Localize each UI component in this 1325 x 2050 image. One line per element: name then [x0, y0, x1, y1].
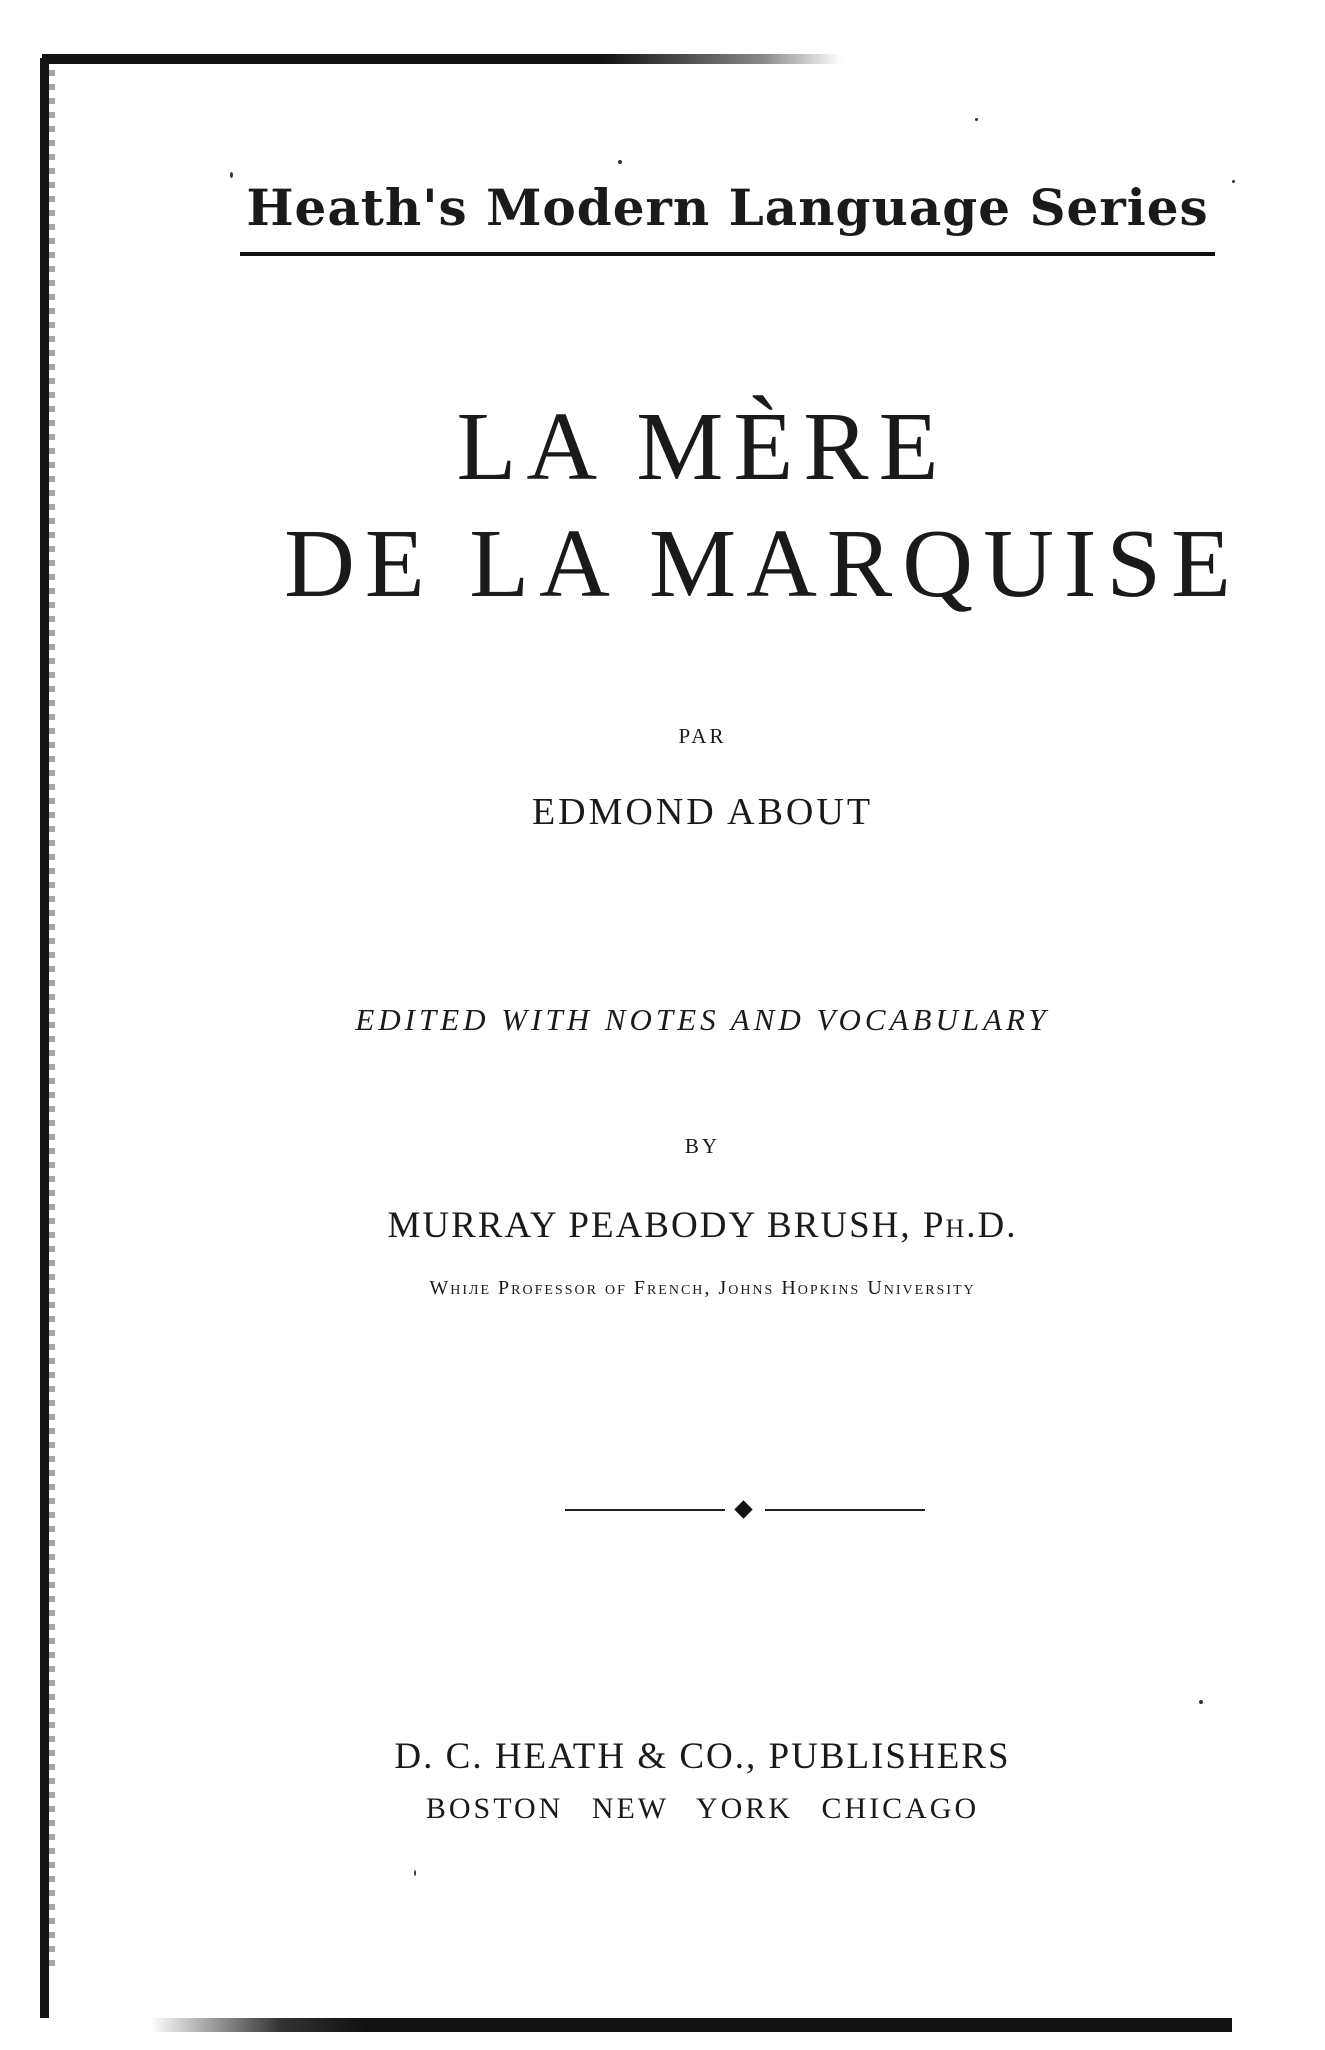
editor-line: [40, 1204, 1325, 1247]
left-border-rule: [40, 58, 49, 2018]
diamond-icon: [734, 1500, 752, 1518]
bottom-border-rule: [150, 2018, 1232, 2032]
editor-name: MURRAY PEABODY BRUSH,: [387, 1205, 923, 1246]
top-border-rule: [42, 54, 842, 64]
divider-ornament: [565, 1500, 925, 1520]
author-name: EDMOND ABOUT: [531, 791, 874, 833]
edited-with-line: EDITED WITH NOTES AND VOCABULARY: [355, 1002, 1050, 1037]
editor-affiliation: Whiле Professor of French, Johns Hopkins University: [429, 1277, 976, 1299]
editor-degree: Ph.D.: [922, 1205, 1018, 1246]
publisher-cities: BOSTON NEW YORK CHICAGO: [425, 1792, 980, 1825]
par-label: PAR: [678, 724, 727, 748]
by-label: BY: [684, 1134, 721, 1158]
series-underline: [240, 252, 1215, 256]
publisher-name: D. C. HEATH & CO., PUBLISHERS: [394, 1736, 1011, 1777]
ornament-line-left: [565, 1509, 725, 1511]
book-title-line-1: LA MÈRE: [456, 393, 949, 501]
series-title: Heath's Modern Language Series: [246, 178, 1209, 237]
book-title-line-2: DE LA MARQUISE: [284, 510, 1241, 618]
ornament-line-right: [765, 1509, 925, 1511]
